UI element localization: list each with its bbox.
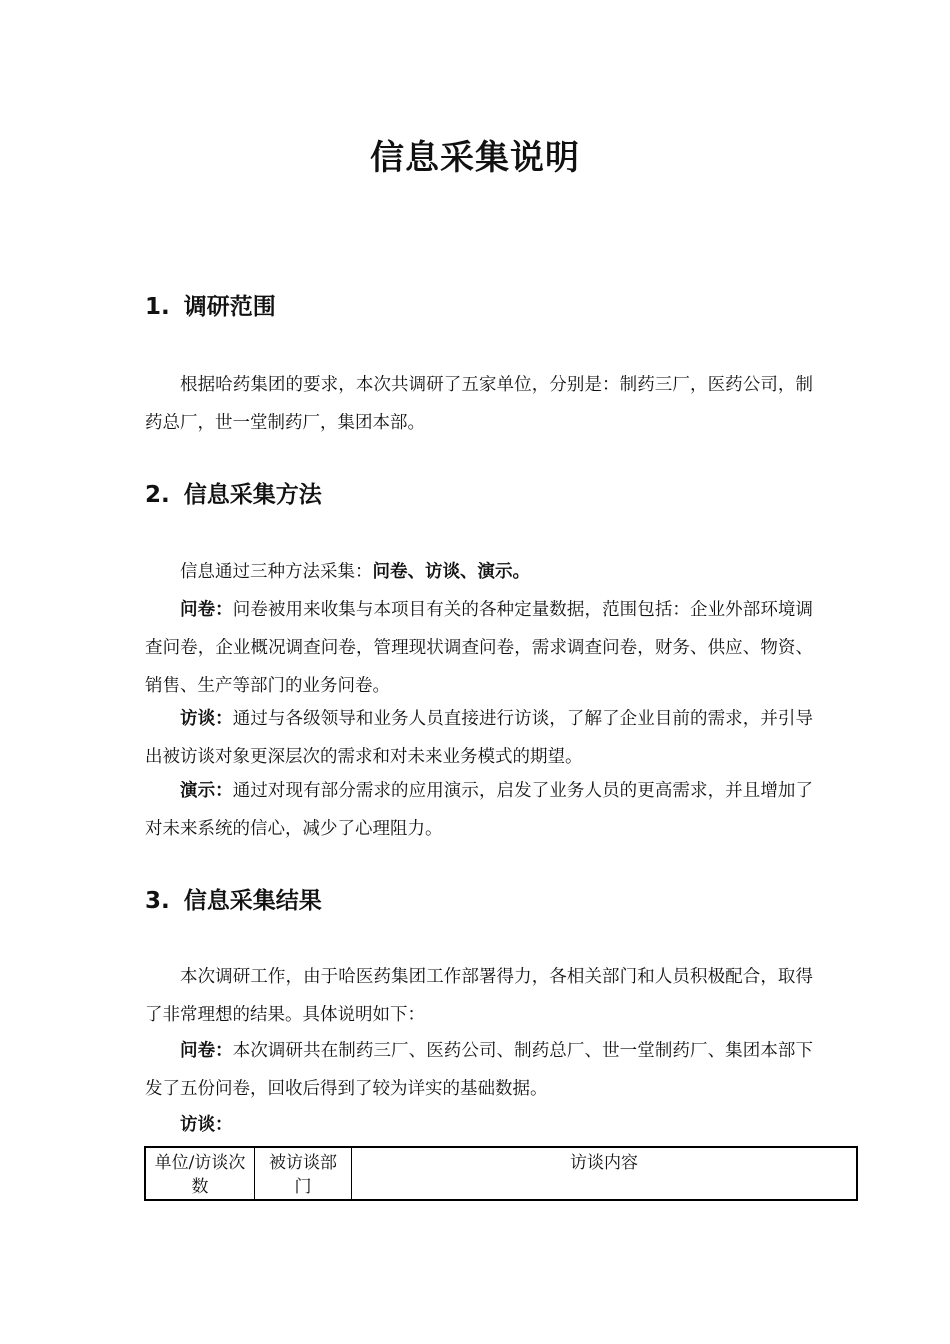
item-text: 本次调研共在制药三厂、医药公司、制药总厂、世一堂制药厂、集团本部下发了五份问卷，回收后得到了较为详实的基础数据。 [145,1041,814,1099]
paragraph-demo [145,772,813,848]
column-header-department: 被访谈部门 [255,1147,352,1200]
section-number: 1. [145,294,170,320]
item-label: 访谈： [180,709,233,729]
paragraph-intro [145,553,813,591]
item-label: 访谈： [180,1115,233,1135]
interview-table [144,1146,858,1201]
item-label: 问卷： [180,1041,233,1061]
paragraph-questionnaire-result [145,1032,813,1108]
section-number: 3. [145,888,170,914]
item-label: 问卷： [180,600,233,620]
item-text: 问卷被用来收集与本项目有关的各种定量数据，范围包括：企业外部环境调查问卷，企业概况调查问卷，管理现状调查问卷，需求调查问卷，财务、供应、物资、销售、生产等部门的业务问卷。 [145,600,814,696]
item-text: 通过对现有部分需求的应用演示，启发了业务人员的更高需求，并且增加了对未来系统的信心，减少了心理阻力。 [145,781,814,839]
item-label: 演示： [180,781,233,801]
column-header-content: 访谈内容 [352,1147,858,1200]
paragraph-interview-result [145,1106,813,1144]
table-header-row [145,1147,857,1200]
section-heading-3 [145,882,322,915]
section-number: 2. [145,482,170,508]
intro-text: 信息通过三种方法采集： [180,562,373,582]
section-title: 信息采集结果 [183,888,322,914]
paragraph: 根据哈药集团的要求，本次共调研了五家单位，分别是：制药三厂，医药公司，制药总厂，世一堂制药厂，集团本部。 [145,375,813,433]
column-header-unit: 单位/访谈次数 [145,1147,255,1200]
paragraph-questionnaire [145,591,813,705]
paragraph-interview [145,700,813,776]
section-heading-1 [145,288,276,321]
page-title: 信息采集说明 [370,138,580,178]
section-title: 调研范围 [183,294,276,320]
section-title: 信息采集方法 [183,482,322,508]
intro-methods: 问卷、访谈、演示。 [372,562,530,582]
paragraph: 本次调研工作，由于哈医药集团工作部署得力，各相关部门和人员积极配合，取得了非常理想的结果。具体说明如下： [145,967,813,1025]
item-text: 通过与各级领导和业务人员直接进行访谈，了解了企业目前的需求，并引导出被访谈对象更深层次的需求和对未来业务模式的期望。 [145,709,814,767]
section-heading-2 [145,476,322,509]
